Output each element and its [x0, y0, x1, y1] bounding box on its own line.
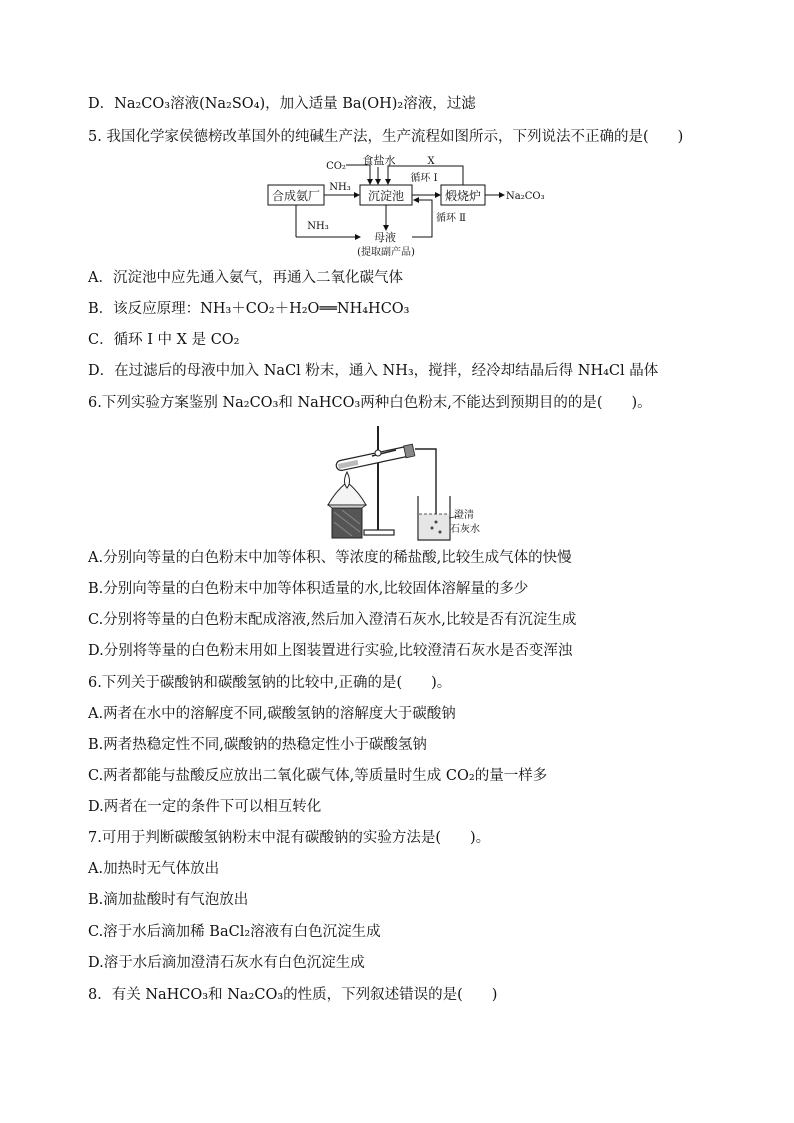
label-nh3-top: NH₃: [329, 182, 351, 193]
option-5c: C．循环 I 中 X 是 CO₂: [88, 332, 240, 348]
heating-apparatus-diagram: [322, 422, 492, 542]
label-cycle-1: 循环 Ⅰ: [410, 173, 438, 184]
label-co2: CO₂: [326, 161, 346, 172]
option-6b-d: D.两者在一定的条件下可以相互转化: [88, 799, 322, 815]
option-6b-b: B.两者热稳定性不同,碳酸钠的热稳定性小于碳酸氢钠: [88, 737, 427, 753]
option-7a: A.加热时无气体放出: [88, 861, 220, 877]
label-x: X: [427, 156, 435, 167]
label-limewater-line2: 石灰水: [450, 524, 480, 535]
label-limewater-line1: 澄清: [454, 510, 474, 521]
option-7b: B.滴加盐酸时有气泡放出: [88, 892, 249, 908]
option-5a: A．沉淀池中应先通入氨气，再通入二氧化碳气体: [88, 270, 403, 286]
option-6a-c: C.分别将等量的白色粉末配成溶液,然后加入澄清石灰水,比较是否有沉淀生成: [88, 612, 577, 628]
option-5b: B．该反应原理：NH₃＋CO₂＋H₂O══NH₄HCO₃: [88, 301, 410, 317]
label-nh3-bottom: NH₃: [307, 221, 329, 232]
option-6b-a: A.两者在水中的溶解度不同,碳酸氢钠的溶解度大于碳酸钠: [88, 706, 456, 722]
option-7d: D.溶于水后滴加澄清石灰水有白色沉淀生成: [88, 955, 365, 971]
soda-production-flow-diagram: [266, 152, 556, 260]
option-5d: D．在过滤后的母液中加入 NaCl 粉末，通入 NH₃，搅拌，经冷却结晶后得 NH₄Cl 晶体: [88, 363, 659, 379]
question-6b-stem: 6.下列关于碳酸钠和碳酸氢钠的比较中,正确的是( )。: [88, 675, 452, 691]
option-5d-line: D．Na₂CO₃溶液(Na₂SO₄)，加入适量 Ba(OH)₂溶液，过滤: [88, 96, 476, 112]
option-6b-c: C.两者都能与盐酸反应放出二氧化碳气体,等质量时生成 CO₂的量一样多: [88, 768, 548, 784]
box-ammonia-plant-label: 合成氨厂: [271, 189, 321, 203]
question-7-stem: 7.可用于判断碳酸氢钠粉末中混有碳酸钠的实验方法是( )。: [88, 830, 491, 846]
question-8-stem: 8．有关 NaHCO₃和 Na₂CO₃的性质，下列叙述错误的是( ): [88, 987, 498, 1003]
label-product-na2co3: Na₂CO₃: [506, 191, 545, 202]
question-6a-stem: 6.下列实验方案鉴别 Na₂CO₃和 NaHCO₃两种白色粉末,不能达到预期目的的是( )。: [88, 395, 652, 411]
label-brine: 食盐水: [362, 154, 396, 167]
question-5-stem: 5. 我国化学家侯德榜改革国外的纯碱生产法，生产流程如图所示，下列说法不正确的是( ): [88, 129, 684, 145]
option-6a-d: D.分别将等量的白色粉末用如上图装置进行实验,比较澄清石灰水是否变浑浊: [88, 643, 573, 659]
label-byproduct: (提取副产品): [357, 247, 415, 258]
box-settling-tank-label: 沉淀池: [367, 189, 405, 203]
label-mother-liquor: 母液: [374, 231, 396, 244]
box-calciner-label: 煅烧炉: [444, 189, 482, 203]
option-6a-b: B.分别向等量的白色粉末中加等体积适量的水,比较固体溶解量的多少: [88, 581, 529, 597]
label-cycle-2: 循环 Ⅱ: [436, 213, 466, 224]
option-7c: C.溶于水后滴加稀 BaCl₂溶液有白色沉淀生成: [88, 924, 381, 940]
option-6a-a: A.分别向等量的白色粉末中加等体积、等浓度的稀盐酸,比较生成气体的快慢: [88, 550, 572, 566]
